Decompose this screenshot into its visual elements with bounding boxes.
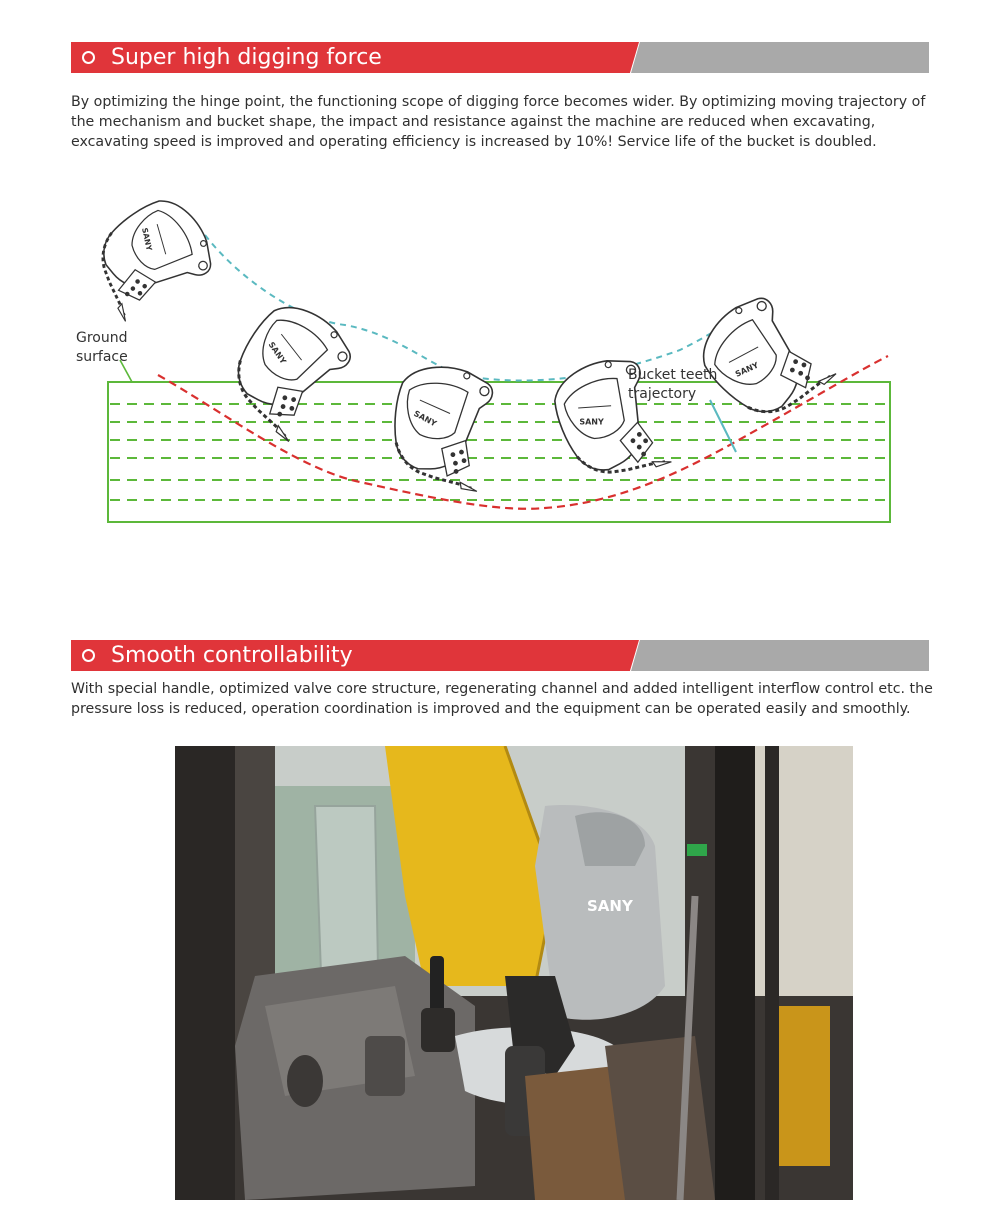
section-description: By optimizing the hinge point, the functioning scope of digging force becomes wider. By optimizing moving trajectory of the mechanism and bucket shape, the impact and resistance against the machine are reduced when excavating, excavating speed is improved and operating efficiency is increased by 10%! Service life of the bucket is doubled. bbox=[71, 94, 926, 150]
header-grey-band bbox=[631, 42, 929, 73]
soil-layer-lines bbox=[110, 404, 888, 500]
bucket-position-1 bbox=[81, 190, 222, 321]
bucket-position-5 bbox=[688, 287, 836, 437]
ground-label-line1: Ground bbox=[76, 330, 128, 346]
header-grey-band bbox=[631, 640, 929, 671]
operator-cab-photo bbox=[175, 746, 853, 1200]
section-header-controllability bbox=[71, 640, 929, 671]
seat-brand-text: SANY bbox=[587, 897, 633, 915]
bucket-position-3 bbox=[384, 360, 497, 492]
section-header-digging-force bbox=[71, 42, 929, 73]
teeth-label-leader bbox=[710, 400, 736, 452]
bucket-position-2 bbox=[215, 291, 361, 441]
section-title: Smooth controllability bbox=[111, 643, 353, 668]
teeth-label-line2: trajectory bbox=[628, 386, 697, 402]
digging-trajectory-diagram: SANY Ground surface Bucket teeth trajectory bbox=[70, 190, 910, 535]
bullet-ring-icon bbox=[82, 51, 95, 64]
section-title: Super high digging force bbox=[111, 45, 382, 70]
section-description: With special handle, optimized valve core structure, regenerating channel and added intelligent interflow control etc. the pressure loss is reduced, operation coordination is improved and the equipment can be operated easily and smoothly. bbox=[71, 681, 933, 717]
ground-label-line2: surface bbox=[76, 349, 128, 365]
bullet-ring-icon bbox=[82, 649, 95, 662]
teeth-label-line1: Bucket teeth bbox=[628, 367, 718, 383]
